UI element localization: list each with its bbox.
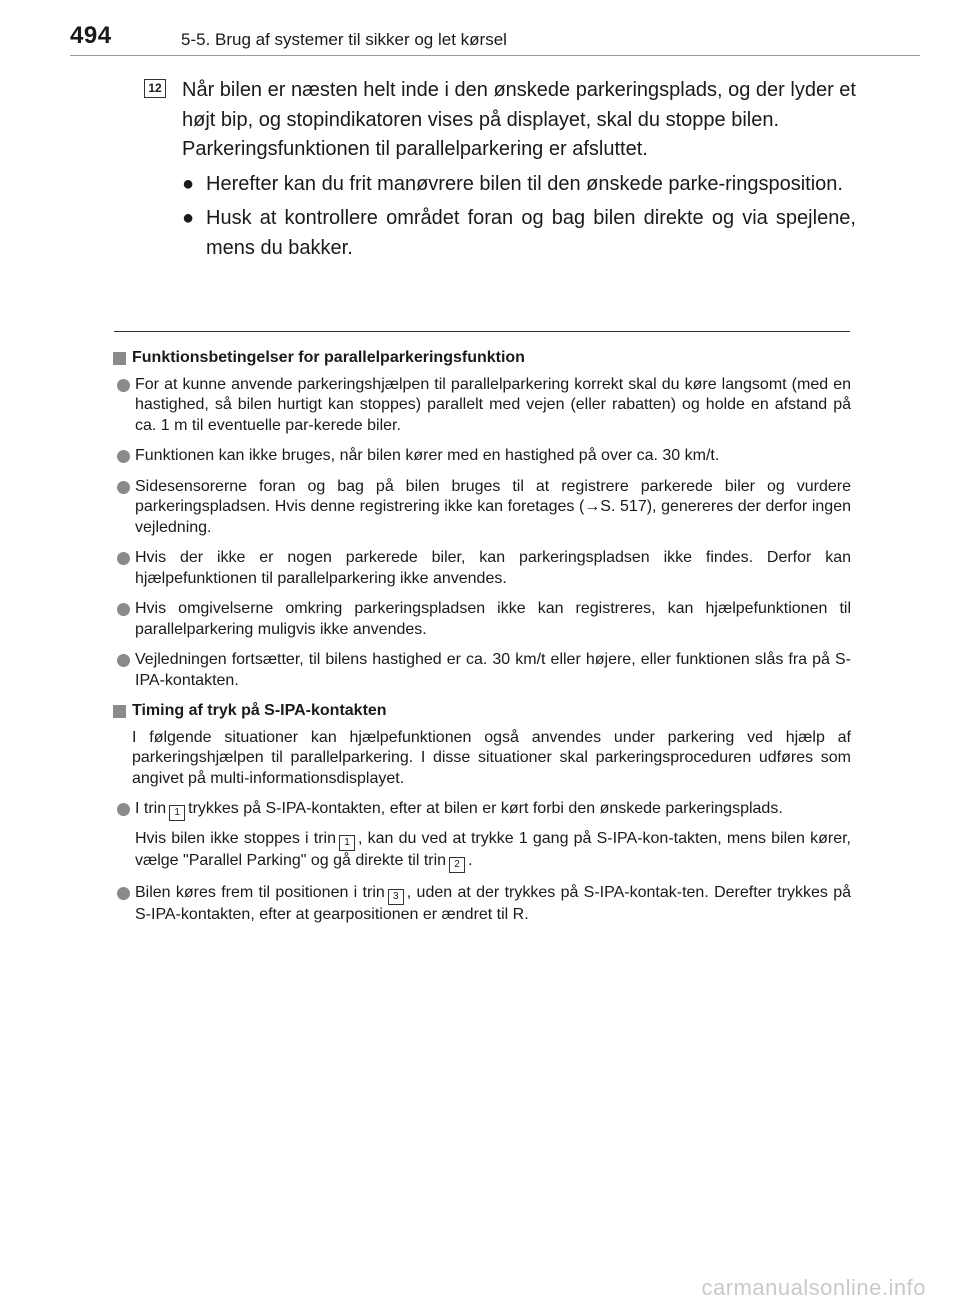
list-item-text: Hvis omgivelserne omkring parkeringspladsen ikke kan registreres, kan hjælpefunktionen til parallelparkering muligvis ikke anvendes. [135,600,851,638]
circle-bullet-icon [117,379,130,392]
step-body [182,76,856,263]
notes-section [113,344,851,936]
step-ref-badge: 1 [169,805,185,821]
heading-text: Timing af tryk på S-IPA-kontakten [132,702,387,719]
section-title: 5-5. Brug af systemer til sikker og let kørsel [181,30,507,49]
square-bullet-icon [113,352,126,365]
circle-bullet-icon [117,603,130,616]
page-header [70,22,920,56]
list-item-text: For at kunne anvende parkeringshjælpen til parallelparkering korrekt skal du køre langsomt (med en hastighed, så bilen hurtigt kan stoppes) parallelt med vejen (eller rabatten) og holde en afstand på ca. 1 m til eventuelle par-kerede biler. [135,375,851,434]
list-item [113,375,851,437]
circle-bullet-icon [117,887,130,900]
watermark: carmanualsonline.info [701,1275,926,1300]
step-number-badge: 12 [144,79,166,98]
text-fragment: Hvis bilen ikke stoppes i trin [135,830,336,847]
section-divider [114,331,850,332]
step-bullet [182,204,856,263]
list-item-text: Funktionen kan ikke bruges, når bilen kører med en hastighed på over ca. 30 km/t. [135,447,720,464]
list-item-text: Vejledningen fortsætter, til bilens hastighed er ca. 30 km/t eller højere, eller funktionen slås fra på S-IPA-kontakten. [135,651,851,689]
text-fragment: . [468,852,473,869]
list-item-text: Sidesensorerne foran og bag på bilen bruges til at registrere parkerede biler og vurdere parkeringspladsen. Hvis denne registrering ikke kan foretages (→S. 517), genereres der derfor ingen vejledning. [135,477,851,536]
step-bullet-text: Herefter kan du frit manøvrere bilen til den ønskede parke-ringsposition. [206,172,843,195]
list-item [113,599,851,640]
step-text: Når bilen er næsten helt inde i den ønskede parkeringsplads, og der lyder et højt bip, og stopindikatoren vises på displayet, skal du stoppe bilen. [182,79,856,131]
sub-paragraph [135,829,851,873]
step-text-2: Parkeringsfunktionen til parallelparkering er afsluttet. [182,138,648,160]
text-fragment: Bilen køres frem til positionen i trin [135,884,385,901]
list-item [113,477,851,539]
circle-bullet-icon [117,552,130,565]
text-fragment: trykkes på S-IPA-kontakten, efter at bilen er kørt forbi den ønskede parkeringsplads. [188,800,783,817]
list-item [113,650,851,691]
step-ref-badge: 3 [388,889,404,905]
note-heading [113,348,851,369]
step-ref-badge: 1 [339,835,355,851]
text-fragment: , uden at der trykkes på S-IPA-kontak-ten. Derefter trykkes på S-IPA-kontakten, efter at gearpositionen er ændret til R. [135,884,851,923]
step-bullet-text: Husk at kontrollere området foran og bag bilen direkte og via spejlene, mens du bakker. [206,207,856,259]
list-item-text [135,883,851,926]
circle-bullet-icon [117,803,130,816]
page-number: 494 [70,22,112,49]
header-rule [70,55,920,56]
list-item [113,883,851,926]
list-item-text: Hvis der ikke er nogen parkerede biler, kan parkeringspladsen ikke findes. Derfor kan hjælpefunktionen til parallelparkering ikke anvendes. [135,549,851,587]
step-ref-badge: 2 [449,857,465,873]
intro-paragraph: I følgende situationer kan hjælpefunktionen også anvendes under parkering ved hjælp af parkeringshjælpen til parallelparkering. I disse situationer skal parkeringsproceduren udføres som angivet på multi-informationsdisplayet. [132,728,851,787]
note-heading [113,701,851,722]
bullet-dot-icon: ● [182,207,195,229]
heading-text: Funktionsbetingelser for parallelparkeringsfunktion [132,349,525,366]
list-item [113,799,851,873]
list-item [113,548,851,589]
circle-bullet-icon [117,450,130,463]
step-bullet [182,170,856,200]
square-bullet-icon [113,705,126,718]
list-item [113,446,851,467]
text-fragment: I trin [135,800,167,817]
step-12 [144,76,856,263]
text-fragment: , kan du ved at trykke 1 gang på S-IPA-kon-takten, mens bilen kører, vælge "Parallel Parking" og gå direkte til trin [135,830,851,869]
circle-bullet-icon [117,654,130,667]
circle-bullet-icon [117,481,130,494]
list-item-text [135,799,851,873]
bullet-dot-icon: ● [182,172,195,195]
